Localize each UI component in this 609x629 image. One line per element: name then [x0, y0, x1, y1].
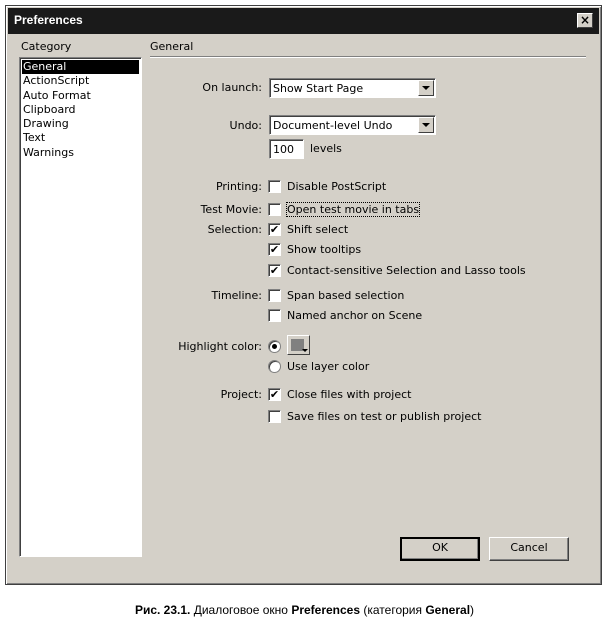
chevron-down-icon[interactable]	[418, 80, 434, 96]
category-item-actionscript[interactable]: ActionScript	[23, 74, 90, 88]
timeline-label: Timeline:	[211, 289, 262, 302]
named-anchor-text: Named anchor on Scene	[287, 309, 423, 322]
title-bar[interactable]	[8, 8, 599, 34]
span-based-selection-text: Span based selection	[287, 289, 405, 302]
ok-button[interactable]: OK	[400, 537, 480, 561]
close-files-with-project-checkbox[interactable]: ✔	[269, 388, 280, 401]
disable-postscript-checkbox[interactable]	[268, 180, 281, 193]
undo-select[interactable]	[269, 115, 436, 135]
caption-text: Диалоговое окно	[193, 603, 288, 617]
undo-levels-input[interactable]: 100	[269, 139, 304, 159]
shift-select-checkbox[interactable]: ✔	[269, 223, 280, 236]
use-layer-color-text: Use layer color	[287, 360, 370, 373]
disable-postscript-text: Disable PostScript	[287, 180, 387, 193]
on-launch-label: On launch:	[202, 81, 262, 94]
save-files-on-test-checkbox[interactable]	[268, 410, 281, 423]
undo-value: Document-level Undo	[273, 119, 393, 132]
span-based-selection-checkbox[interactable]	[268, 289, 281, 302]
on-launch-select[interactable]	[269, 78, 436, 98]
selection-label: Selection:	[207, 223, 262, 236]
contact-sensitive-text: Contact-sensitive Selection and Lasso tools	[287, 264, 526, 277]
section-title: General	[150, 40, 194, 53]
undo-label: Undo:	[229, 119, 262, 132]
caption-prefix: Рис. 23.1.	[134, 603, 191, 617]
open-test-movie-tabs-checkbox[interactable]	[268, 203, 281, 216]
caption-bold-general: General	[425, 603, 471, 617]
undo-levels-label: levels	[310, 142, 342, 155]
highlight-color-swatch[interactable]	[287, 335, 310, 355]
on-launch-value: Show Start Page	[273, 82, 364, 95]
named-anchor-checkbox[interactable]	[268, 309, 281, 322]
printing-label: Printing:	[215, 180, 262, 193]
dialog-title: Preferences	[14, 13, 83, 27]
save-files-on-test-text: Save files on test or publish project	[287, 410, 482, 423]
shift-select-text: Shift select	[287, 223, 349, 236]
close-button[interactable]: ×	[577, 13, 593, 28]
use-layer-color-radio[interactable]	[268, 360, 281, 373]
cancel-button[interactable]: Cancel	[489, 537, 569, 561]
category-list[interactable]	[19, 57, 142, 557]
caption-bold-preferences: Preferences	[291, 603, 361, 617]
close-files-with-project-text: Close files with project	[287, 388, 412, 401]
category-item-auto-format[interactable]: Auto Format	[23, 88, 91, 102]
chevron-down-icon[interactable]	[418, 117, 434, 133]
contact-sensitive-checkbox[interactable]: ✔	[269, 264, 280, 277]
show-tooltips-text: Show tooltips	[287, 243, 362, 256]
caption-middle: (категория	[363, 603, 422, 617]
test-movie-label: Test Movie:	[200, 203, 262, 216]
category-item-general[interactable]: General	[22, 60, 139, 74]
category-item-text[interactable]: Text	[23, 131, 46, 145]
caption-suffix: )	[470, 603, 475, 617]
figure-caption	[0, 603, 609, 617]
category-item-warnings[interactable]: Warnings	[23, 145, 74, 159]
open-test-movie-tabs-text: Open test movie in tabs	[287, 203, 420, 216]
highlight-color-label: Highlight color:	[178, 340, 262, 353]
show-tooltips-checkbox[interactable]: ✔	[269, 243, 280, 256]
category-header: Category	[21, 40, 72, 53]
project-label: Project:	[220, 388, 262, 401]
chevron-down-icon	[302, 349, 308, 352]
category-item-drawing[interactable]: Drawing	[23, 117, 69, 131]
custom-highlight-radio[interactable]	[268, 340, 281, 353]
category-item-clipboard[interactable]: Clipboard	[23, 102, 76, 116]
section-divider	[150, 56, 586, 58]
